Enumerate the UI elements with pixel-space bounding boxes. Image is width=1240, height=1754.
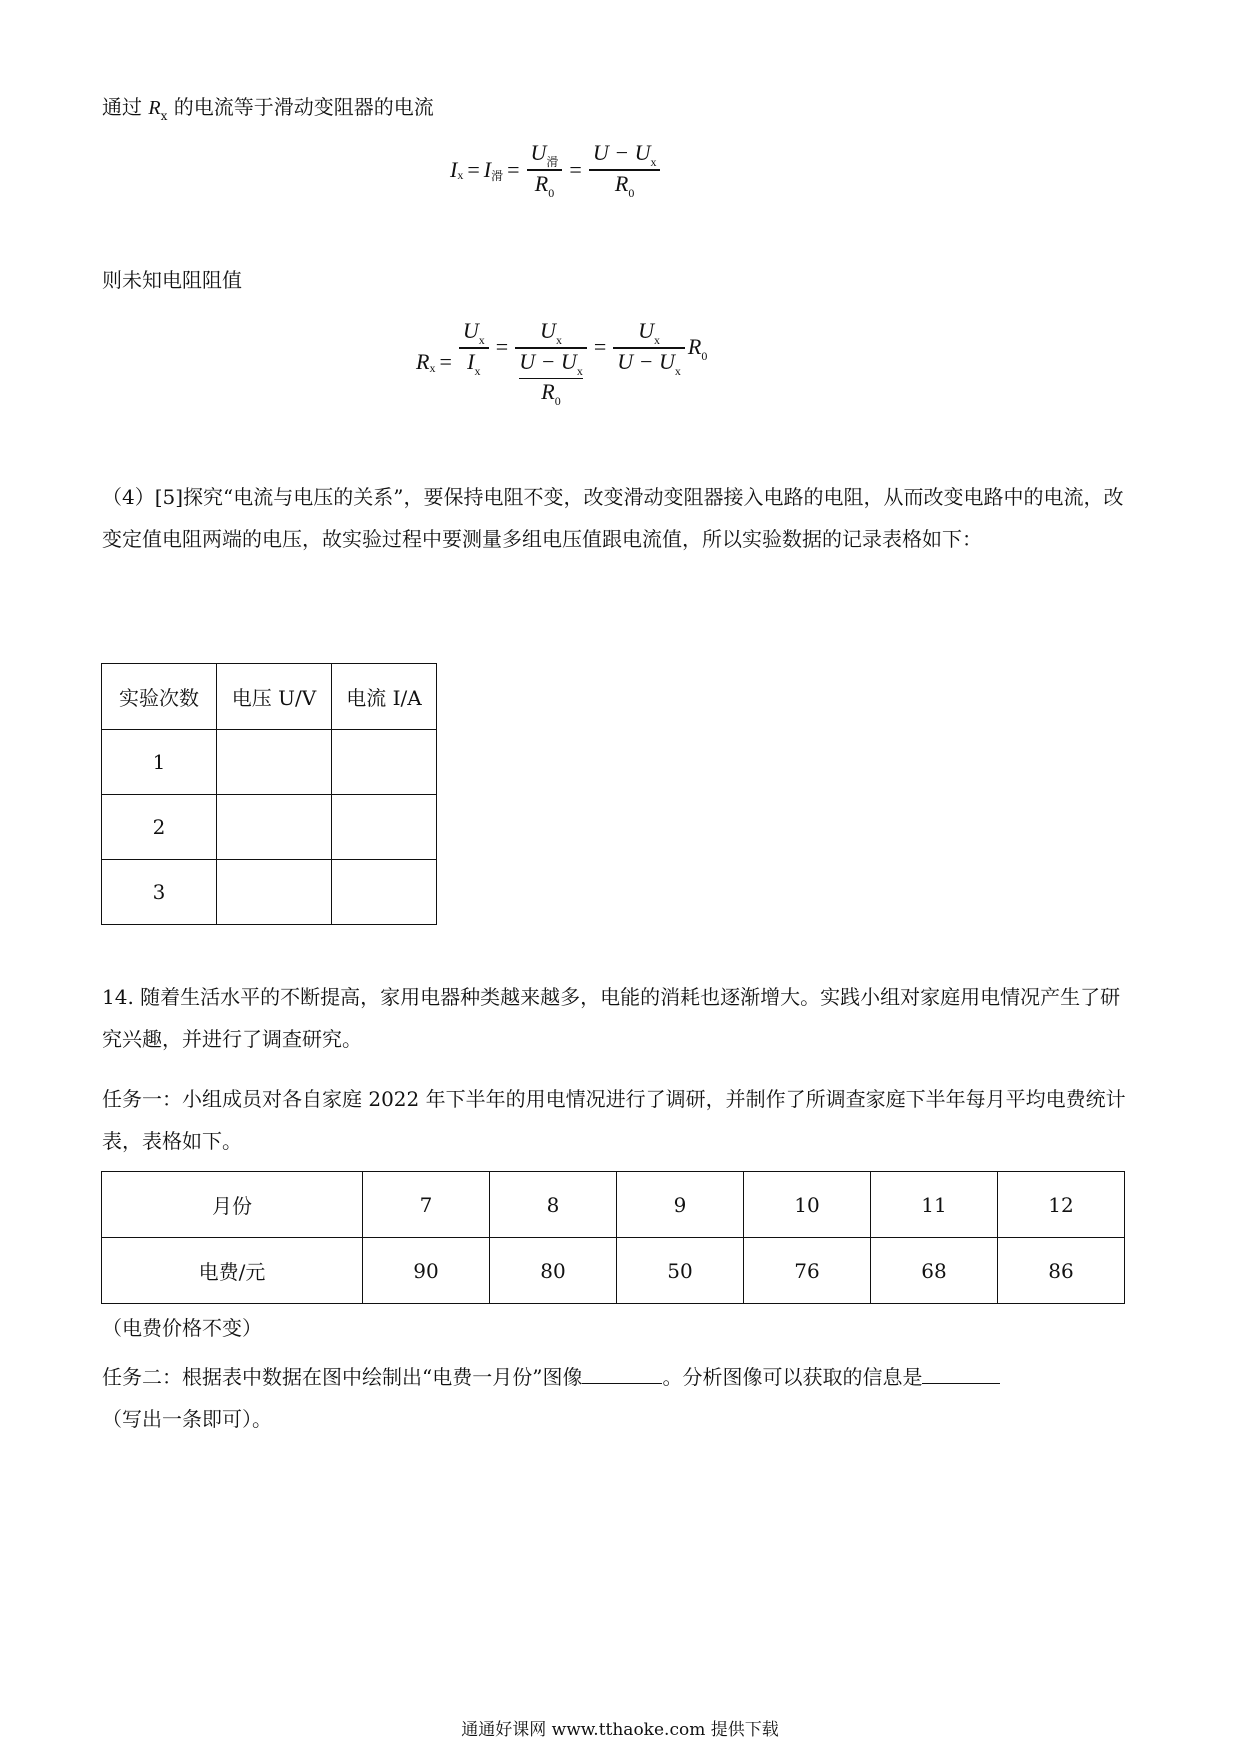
record-voltage-cell xyxy=(217,730,332,795)
eq1-f2-den: R xyxy=(614,170,629,196)
fee-table-month-row xyxy=(102,1172,1125,1238)
question-14: 14. 随着生活水平的不断提高，家用电器种类越来越多，电能的消耗也逐渐增大。实践小组对家庭用电情况产生了研究兴趣，并进行了调查研究。 xyxy=(102,985,1121,1051)
record-trial-2: 2 xyxy=(102,795,217,860)
fee-cell: 86 xyxy=(998,1238,1125,1304)
eq2-f1-num-sub: x xyxy=(478,333,485,347)
eq2-f1-den-sub: x xyxy=(474,363,481,378)
eq1-f1-num: U xyxy=(530,140,547,165)
month-cell: 11 xyxy=(871,1172,998,1238)
table-row xyxy=(102,730,437,795)
answer-blank-graph[interactable] xyxy=(582,1383,662,1384)
eq1-f1-den-sub: 0 xyxy=(548,185,555,200)
fee-row-label-fee: 电费/元 xyxy=(102,1238,363,1304)
eq2-f2-num-sub: x xyxy=(555,333,562,347)
resistance-intro: 则未知电阻阻值 xyxy=(102,268,242,292)
task-2-part2: 。分析图像可以获取的信息是 xyxy=(662,1365,923,1389)
eq2-fraction-1 xyxy=(459,318,489,378)
intro-line xyxy=(102,95,434,123)
fee-cell: 68 xyxy=(871,1238,998,1304)
part4-paragraph: （4）[5]探究“电流与电压的关系”，要保持电阻不变，改变滑动变阻器接入电路的电阻，从而改变电路中的电流，改变定值电阻两端的电压，故实验过程中要测量多组电压值跟电流值，所以实验数据的记录表格如下： xyxy=(102,485,1124,551)
eq2-tail-sub: 0 xyxy=(701,349,708,363)
record-header-current: 电流 I/A xyxy=(332,664,437,730)
eq2-f3-den: U − U xyxy=(617,348,675,374)
eq2-equals: = xyxy=(439,349,452,374)
intro-var: R xyxy=(148,97,161,119)
eq2-lhs-sub: x xyxy=(429,360,436,375)
month-cell: 12 xyxy=(998,1172,1125,1238)
record-header-voltage: 电压 U/V xyxy=(217,664,332,730)
month-cell: 8 xyxy=(490,1172,617,1238)
record-table-header xyxy=(102,664,437,730)
eq1-f1-den: R xyxy=(534,170,549,196)
eq1-f2-den-sub: 0 xyxy=(628,185,635,200)
fee-cell: 90 xyxy=(363,1238,490,1304)
eq1-lhs: I xyxy=(450,156,458,182)
footer-text: 通通好课网 www.tthaoke.com 提供下载 xyxy=(461,1720,779,1740)
eq1-islide: I xyxy=(483,156,492,182)
record-trial-3: 3 xyxy=(102,860,217,925)
month-cell: 7 xyxy=(363,1172,490,1238)
record-current-cell xyxy=(332,730,437,795)
record-current-cell xyxy=(332,860,437,925)
fee-table xyxy=(101,1171,1125,1304)
eq1-equals-3: = xyxy=(569,156,582,182)
eq2-f1-num: U xyxy=(462,318,479,343)
fee-table-fee-row xyxy=(102,1238,1125,1304)
eq2-equals-2: = xyxy=(495,334,509,359)
record-voltage-cell xyxy=(217,795,332,860)
eq1-f1-num-sub: 滑 xyxy=(546,155,559,169)
eq2-lhs: R xyxy=(416,349,430,374)
table-row xyxy=(102,860,437,925)
eq1-fraction-1 xyxy=(527,140,563,200)
task-2-part1: 任务二：根据表中数据在图中绘制出“电费一月份”图像 xyxy=(102,1365,583,1389)
task-1: 任务一：小组成员对各自家庭 2022 年下半年的用电情况进行了调研，并制作了所调查家庭下半年每月平均电费统计表，表格如下。 xyxy=(102,1087,1126,1153)
eq1-fraction-2 xyxy=(589,140,661,200)
record-current-cell xyxy=(332,795,437,860)
eq2-inner-den: R xyxy=(541,379,555,404)
eq2-f3-den-sub: x xyxy=(674,363,681,378)
task-2 xyxy=(102,1356,1132,1440)
fee-cell: 50 xyxy=(617,1238,744,1304)
eq2-inner-den-sub: 0 xyxy=(554,394,561,408)
eq2-fraction-2 xyxy=(515,318,587,408)
eq1-equals: = xyxy=(467,156,480,182)
table-row xyxy=(102,795,437,860)
fee-cell: 80 xyxy=(490,1238,617,1304)
eq2-f3-num: U xyxy=(638,318,654,343)
eq2-inner-num-sub: x xyxy=(576,363,583,378)
eq2-equals-3: = xyxy=(593,334,607,359)
eq2-fraction-3 xyxy=(613,318,685,378)
record-trial-1: 1 xyxy=(102,730,217,795)
eq2-tail: R xyxy=(687,334,702,359)
eq1-equals-2: = xyxy=(507,156,520,182)
intro-suffix: 的电流等于滑动变阻器的电流 xyxy=(173,95,434,119)
eq1-f2-num: U − U xyxy=(592,140,651,165)
intro-prefix: 通过 xyxy=(102,95,142,119)
eq1-lhs-sub: x xyxy=(457,168,464,183)
month-cell: 10 xyxy=(744,1172,871,1238)
fee-cell: 76 xyxy=(744,1238,871,1304)
equation-current xyxy=(450,140,663,200)
eq2-f3-num-sub: x xyxy=(653,333,660,347)
record-table xyxy=(101,663,437,925)
record-voltage-cell xyxy=(217,860,332,925)
eq1-islide-sub: 滑 xyxy=(491,169,504,184)
month-cell: 9 xyxy=(617,1172,744,1238)
eq2-f2-num: U xyxy=(540,318,556,343)
fee-row-label-month: 月份 xyxy=(102,1172,363,1238)
eq2-f1-den: I xyxy=(467,348,475,374)
eq1-f2-num-sub: x xyxy=(650,155,657,169)
answer-blank-info[interactable] xyxy=(922,1383,1000,1384)
record-header-trial: 实验次数 xyxy=(102,664,217,730)
eq2-inner-num: U − U xyxy=(519,348,577,374)
intro-var-sub: x xyxy=(160,109,168,123)
price-note: （电费价格不变） xyxy=(102,1316,262,1340)
task-2-part3: （写出一条即可）。 xyxy=(102,1407,272,1431)
equation-resistance xyxy=(416,316,707,408)
